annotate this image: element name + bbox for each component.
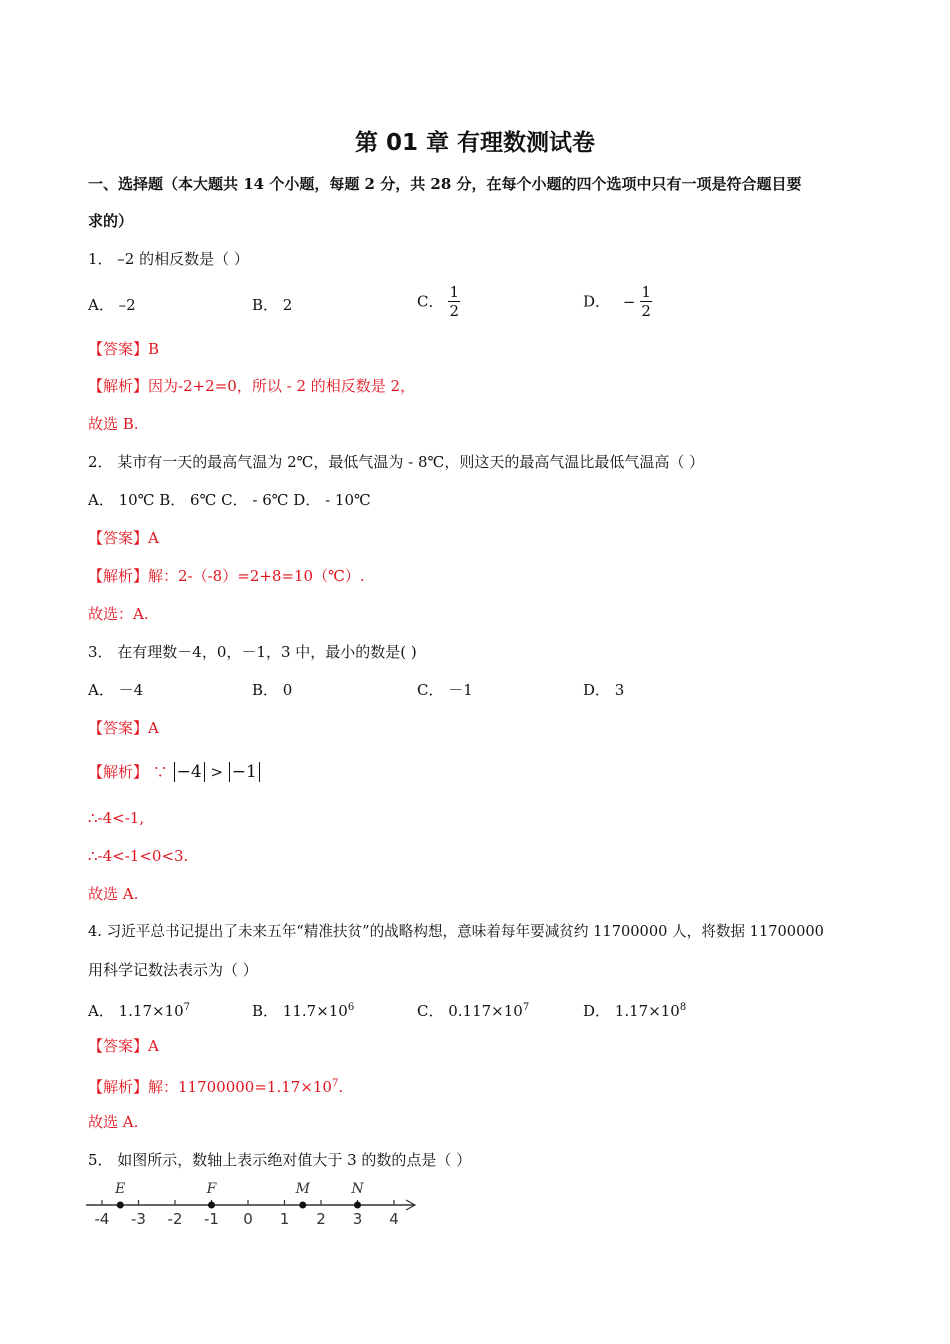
q4-option-c-exp: 7 (522, 1002, 530, 1013)
q3-answer: 【答案】A (88, 719, 159, 737)
q3-step1: ∴-4<-1, (88, 809, 145, 827)
q4-option-d (583, 998, 686, 1021)
number-line-figure (84, 1178, 420, 1228)
q1-option-d-label: D． (583, 292, 611, 311)
q4-option-b-base: B． 11.7×10 (252, 1002, 348, 1020)
fraction-denominator: 2 (449, 302, 460, 320)
q1-option-c-label: C． (417, 292, 444, 311)
greater-than-symbol: > (210, 763, 224, 781)
fraction-numerator: 1 (449, 283, 460, 301)
q4-option-a (88, 998, 190, 1021)
q4-option-d-base: D． 1.17×10 (583, 1002, 680, 1020)
fraction-numerator: 1 (641, 283, 651, 301)
tick-label: 2 (316, 1210, 326, 1228)
q4-option-c (417, 998, 529, 1021)
tick-label: 4 (389, 1210, 399, 1228)
q1-option-c-fraction (448, 283, 460, 320)
point-marker (117, 1202, 124, 1209)
point-marker (208, 1202, 215, 1209)
point-label: N (351, 1181, 364, 1197)
q4-option-c-base: C． 0.117×10 (417, 1002, 523, 1020)
minus-sign: − (622, 292, 636, 311)
point-label: E (115, 1181, 126, 1197)
q4-choose: 故选 A. (88, 1113, 139, 1131)
q4-analysis-base: 【解析】解：11700000=1.17×10 (88, 1078, 332, 1096)
q2-answer: 【答案】A (88, 529, 159, 547)
absolute-value-2: −1 (229, 762, 260, 782)
point-marker (299, 1202, 306, 1209)
q1-stem: 1． –2 的相反数是（ ） (88, 250, 249, 268)
q3-option-b: B． 0 (252, 681, 293, 699)
tick-label: -3 (131, 1210, 146, 1228)
tick-label: -4 (94, 1210, 110, 1228)
q3-choose: 故选 A. (88, 885, 139, 903)
q3-stem: 3． 在有理数－4，0，－1，3 中，最小的数是( ) (88, 643, 417, 661)
q3-step2: ∴-4<-1<0<3. (88, 847, 189, 865)
tick-label: -2 (167, 1210, 183, 1228)
q3-option-c: C． －1 (417, 681, 473, 699)
q3-analysis-label: 【解析】 (88, 763, 149, 781)
tick-label: 0 (243, 1210, 253, 1228)
tick-label: 3 (352, 1210, 363, 1228)
q2-options: A． 10℃ B． 6℃ C． - 6℃ D． - 10℃ (88, 491, 371, 509)
section-heading-cont: 求的） (88, 212, 134, 230)
because-symbol: ∵ (152, 763, 168, 781)
q4-analysis-exp: 7 (331, 1078, 339, 1089)
q4-analysis-end: . (338, 1078, 344, 1096)
tick-label: 1 (279, 1210, 290, 1228)
q1-option-d (583, 283, 652, 320)
q1-answer: 【答案】B (88, 340, 160, 358)
tick-label: -1 (204, 1210, 219, 1228)
point-label: F (206, 1181, 217, 1197)
q1-option-a: A． –2 (88, 296, 136, 314)
q3-option-a: A． －4 (88, 681, 144, 699)
fraction-denominator: 2 (641, 302, 651, 320)
q2-stem: 2． 某市有一天的最高气温为 2℃，最低气温为 - 8℃，则这天的最高气温比最低气温高（ ） (88, 453, 705, 471)
q4-analysis (88, 1074, 343, 1097)
q4-stem-line2: 用科学记数法表示为（ ） (88, 961, 258, 979)
q4-stem-line1: 4. 习近平总书记提出了未来五年“精准扶贫”的战略构想，意味着每年要减贫约 11700000 人，将数据 11700000 (88, 923, 824, 940)
section-heading: 一、选择题（本大题共 14 个小题，每题 2 分，共 28 分，在每个小题的四个选项中只有一项是符合题目要 (88, 175, 802, 193)
q3-option-d: D． 3 (583, 681, 625, 699)
q3-analysis (88, 762, 261, 782)
q5-stem: 5． 如图所示，数轴上表示绝对值大于 3 的数的点是（ ） (88, 1151, 472, 1169)
page-title: 第 01 章 有理数测试卷 (354, 130, 596, 156)
q4-option-a-base: A． 1.17×10 (88, 1002, 184, 1020)
q1-option-d-fraction (640, 283, 652, 320)
q1-choose: 故选 B. (88, 415, 139, 433)
q2-choose: 故选：A. (88, 605, 149, 623)
absolute-value-1: −4 (174, 762, 205, 782)
q2-analysis: 【解析】解：2-（-8）=2+8=10（℃）. (88, 567, 365, 585)
q1-option-c (417, 283, 460, 320)
point-marker (354, 1202, 361, 1209)
q4-option-b (252, 998, 354, 1021)
q1-analysis: 【解析】因为-2+2=0，所以 - 2 的相反数是 2， (88, 377, 416, 395)
q4-answer: 【答案】A (88, 1037, 159, 1055)
q4-option-a-exp: 7 (183, 1002, 191, 1013)
point-label: M (295, 1181, 310, 1197)
q1-option-b: B． 2 (252, 296, 293, 314)
q4-option-d-exp: 8 (679, 1002, 687, 1013)
q4-option-b-exp: 6 (347, 1002, 355, 1013)
